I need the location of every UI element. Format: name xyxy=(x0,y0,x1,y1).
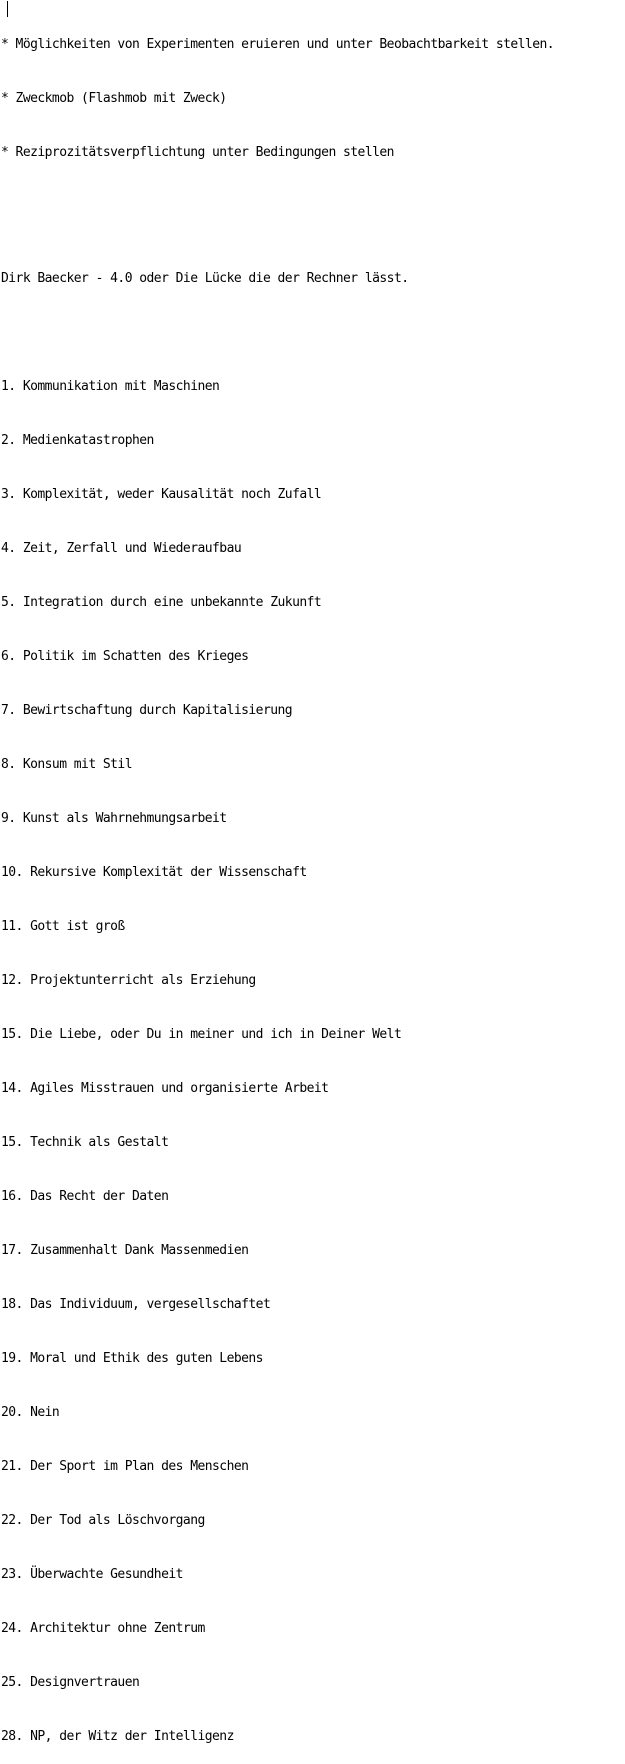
chapter-line: 4. Zeit, Zerfall und Wiederaufbau xyxy=(1,541,242,556)
text-document[interactable] xyxy=(1,0,621,1764)
chapter-line: 20. Nein xyxy=(1,1405,60,1420)
chapter-line: 24. Architektur ohne Zentrum xyxy=(1,1621,205,1636)
chapter-line: 22. Der Tod als Löschvorgang xyxy=(1,1513,205,1528)
chapter-line: 10. Rekursive Komplexität der Wissenschaft xyxy=(1,865,307,880)
chapter-line: 18. Das Individuum, vergesellschaftet xyxy=(1,1297,271,1312)
chapter-line: 23. Überwachte Gesundheit xyxy=(1,1567,183,1582)
chapter-line: 3. Komplexität, weder Kausalität noch Zufall xyxy=(1,487,322,502)
blank-lines xyxy=(1,198,621,234)
chapter-line: 1. Kommunikation mit Maschinen xyxy=(1,379,220,394)
chapter-line: 19. Moral und Ethik des guten Lebens xyxy=(1,1351,263,1366)
chapter-line: 11. Gott ist groß xyxy=(1,919,125,934)
chapter-line: 28. NP, der Witz der Intelligenz xyxy=(1,1729,234,1744)
bullet-line: * Zweckmob (Flashmob mit Zweck) xyxy=(1,91,227,106)
chapter-line: 21. Der Sport im Plan des Menschen xyxy=(1,1459,249,1474)
blank-line xyxy=(1,324,621,342)
chapter-line: 16. Das Recht der Daten xyxy=(1,1189,169,1204)
chapter-line: 25. Designvertrauen xyxy=(1,1675,140,1690)
bullet-line: * Möglichkeiten von Experimenten eruieren und unter Beobachtbarkeit stellen. xyxy=(1,37,555,52)
chapter-line: 9. Kunst als Wahrnehmungsarbeit xyxy=(1,811,227,826)
chapter-line: 6. Politik im Schatten des Krieges xyxy=(1,649,249,664)
chapter-line: 15. Technik als Gestalt xyxy=(1,1135,169,1150)
chapter-line: 15. Die Liebe, oder Du in meiner und ich in Deiner Welt xyxy=(1,1027,402,1042)
chapter-line: 5. Integration durch eine unbekannte Zukunft xyxy=(1,595,322,610)
chapter-line: 12. Projektunterricht als Erziehung xyxy=(1,973,256,988)
book-heading: Dirk Baecker - 4.0 oder Die Lücke die der Rechner lässt. xyxy=(1,271,409,286)
chapter-line: 14. Agiles Misstrauen und organisierte Arbeit xyxy=(1,1081,329,1096)
chapter-line: 8. Konsum mit Stil xyxy=(1,757,132,772)
bullet-line: * Reziprozitätsverpflichtung unter Bedingungen stellen xyxy=(1,145,394,160)
chapter-line: 17. Zusammenhalt Dank Massenmedien xyxy=(1,1243,249,1258)
text-cursor xyxy=(7,1,8,17)
chapter-line: 7. Bewirtschaftung durch Kapitalisierung xyxy=(1,703,293,718)
chapter-line: 2. Medienkatastrophen xyxy=(1,433,154,448)
